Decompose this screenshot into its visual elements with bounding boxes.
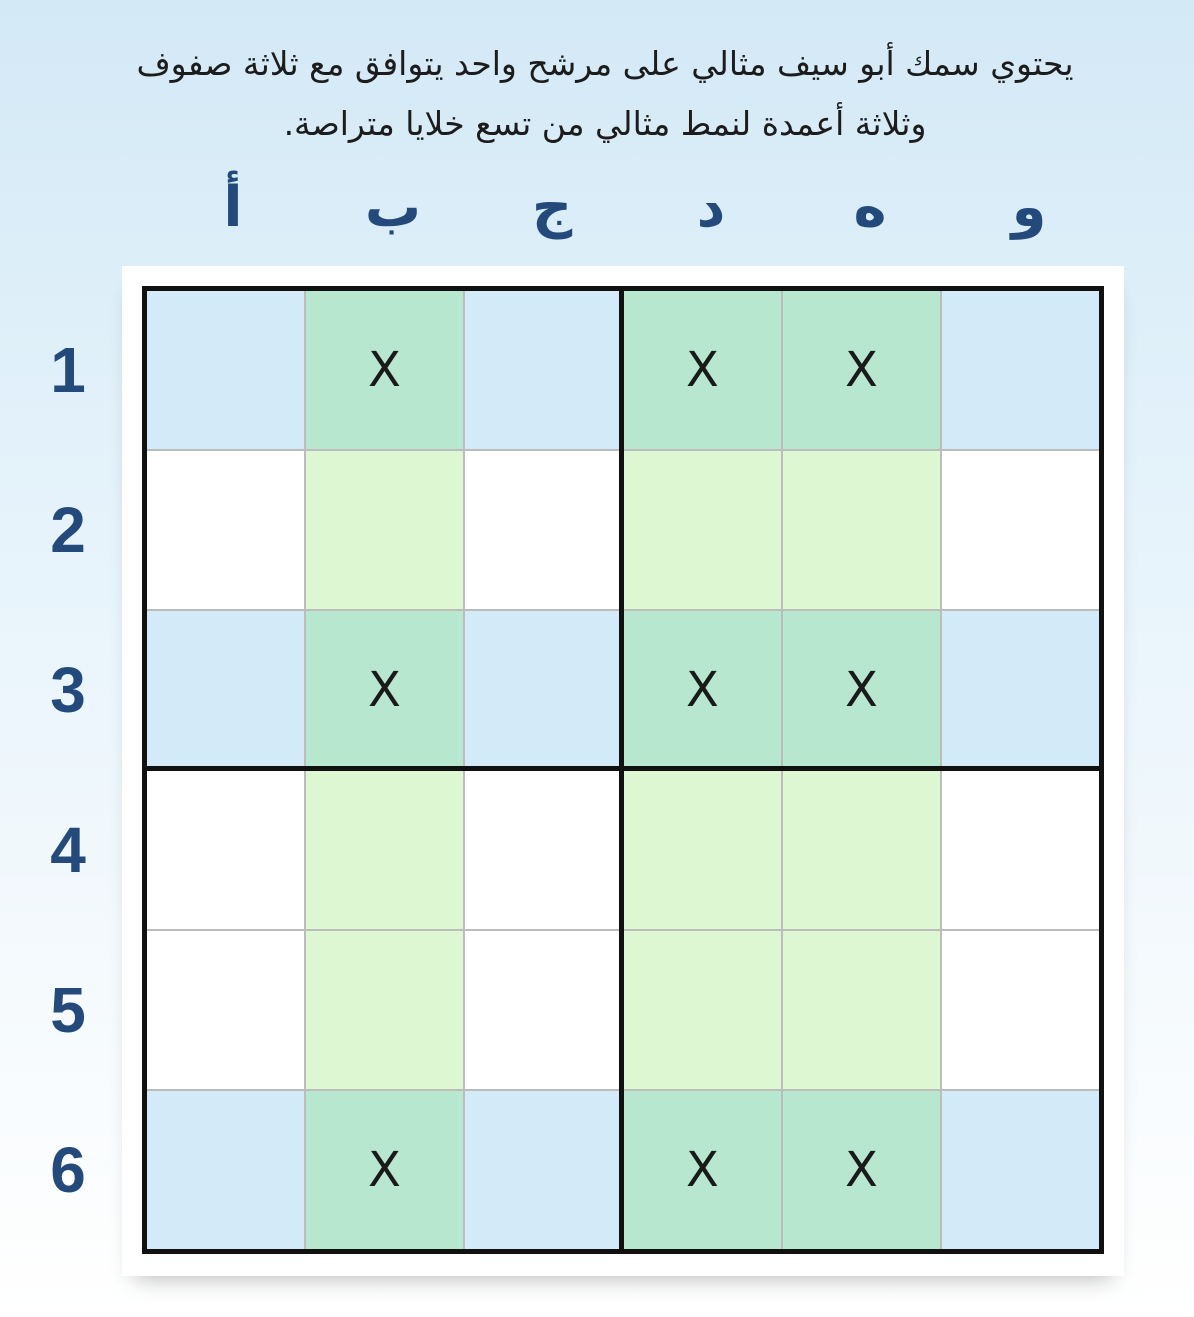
grid-cell[interactable] <box>783 1091 940 1249</box>
instruction-text <box>100 34 1110 154</box>
grid-cell[interactable] <box>783 931 940 1089</box>
cell-mark: X <box>686 1142 719 1198</box>
row-label-5: 5 <box>50 974 86 1046</box>
grid-cell[interactable] <box>465 451 622 609</box>
row-label-6: 6 <box>50 1134 86 1206</box>
instruction-line-1: يحتوي سمك أبو سيف مثالي على مرشح واحد يتوافق مع ثلاثة صفوف <box>136 44 1074 83</box>
grid-cell[interactable] <box>624 451 781 609</box>
grid-cell[interactable] <box>465 611 622 769</box>
grid-cell[interactable] <box>465 931 622 1089</box>
grid-cell[interactable] <box>147 451 304 609</box>
grid-cell[interactable] <box>147 291 304 449</box>
grid-cell[interactable] <box>942 1091 1099 1249</box>
grid-cell[interactable] <box>147 771 304 929</box>
cell-mark: X <box>368 1142 401 1198</box>
column-label-b: ب <box>364 175 422 240</box>
grid-cell[interactable] <box>306 771 463 929</box>
grid-cell[interactable] <box>465 771 622 929</box>
grid-cell[interactable] <box>306 611 463 769</box>
grid-cell[interactable] <box>783 771 940 929</box>
grid-cell[interactable] <box>465 291 622 449</box>
column-label-f: و <box>1011 175 1047 240</box>
grid-cell[interactable] <box>942 451 1099 609</box>
cell-mark: X <box>686 342 719 398</box>
grid-cell[interactable] <box>942 611 1099 769</box>
box-divider-horizontal <box>142 766 1104 771</box>
grid-cell[interactable] <box>942 291 1099 449</box>
grid-cell[interactable] <box>147 611 304 769</box>
grid-cell[interactable] <box>942 931 1099 1089</box>
grid-cell[interactable] <box>783 451 940 609</box>
grid-cell[interactable] <box>783 611 940 769</box>
grid-cell[interactable] <box>306 1091 463 1249</box>
column-label-d: د <box>696 175 726 240</box>
grid-cell[interactable] <box>465 1091 622 1249</box>
cell-mark: X <box>686 662 719 718</box>
row-label-1: 1 <box>50 334 86 406</box>
cell-mark: X <box>845 1142 878 1198</box>
grid-cell[interactable] <box>624 931 781 1089</box>
grid-cell[interactable] <box>624 1091 781 1249</box>
grid-cell[interactable] <box>624 291 781 449</box>
column-label-e: ه <box>853 175 887 240</box>
row-label-2: 2 <box>50 494 86 566</box>
cell-mark: X <box>368 342 401 398</box>
row-label-4: 4 <box>50 814 86 886</box>
grid-cell[interactable] <box>306 291 463 449</box>
row-label-3: 3 <box>50 654 86 726</box>
grid-cell[interactable] <box>942 771 1099 929</box>
cell-mark: X <box>845 342 878 398</box>
cell-mark: X <box>368 662 401 718</box>
grid-cell[interactable] <box>783 291 940 449</box>
grid-cell[interactable] <box>147 931 304 1089</box>
column-label-c: ج <box>531 175 573 240</box>
grid-cell[interactable] <box>306 451 463 609</box>
column-label-a: أ <box>223 175 243 240</box>
cell-mark: X <box>845 662 878 718</box>
grid-cell[interactable] <box>306 931 463 1089</box>
grid-cell[interactable] <box>624 771 781 929</box>
instruction-line-2: وثلاثة أعمدة لنمط مثالي من تسع خلايا متراصة. <box>283 104 927 143</box>
grid-cell[interactable] <box>624 611 781 769</box>
grid-cell[interactable] <box>147 1091 304 1249</box>
